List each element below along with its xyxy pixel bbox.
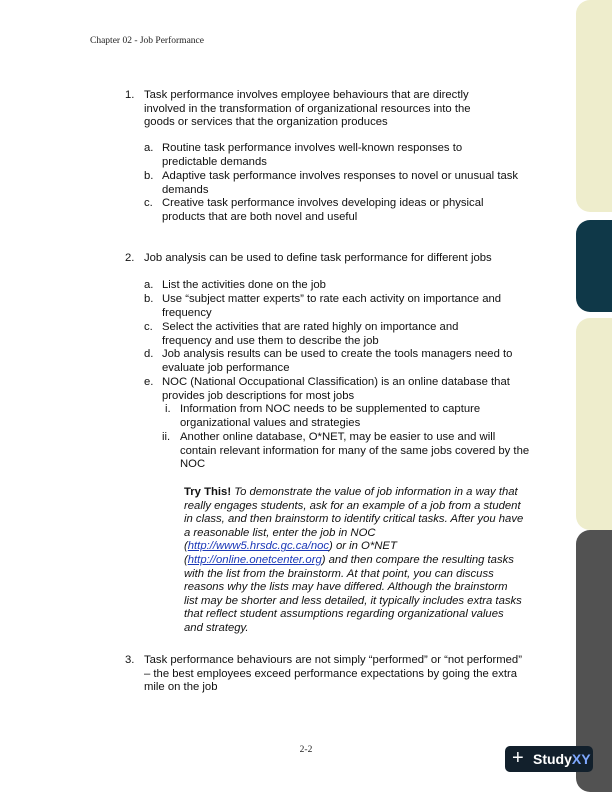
list-item-3: Task performance behaviours are not simply “performed” or “not performed” – the best employees exceed performance expectations by going the extra mile on the job — [144, 654, 522, 694]
list-marker: d. — [144, 348, 154, 360]
list-item-2a: List the activities done on the job — [162, 279, 326, 291]
list-marker: 2. — [125, 252, 135, 264]
list-item-2eii: Another online database, O*NET, may be easier to use and will contain relevant information for many of the same jobs covered by the NOC — [180, 431, 530, 471]
list-marker: ii. — [162, 431, 171, 443]
plus-icon: + — [512, 747, 524, 769]
side-tab-2 — [576, 220, 612, 312]
tip-text: ) or in O*NET ( — [184, 540, 397, 566]
onet-link[interactable]: http://online.onetcenter.org — [187, 553, 322, 566]
list-marker: a. — [144, 142, 154, 154]
page-number: 2-2 — [299, 745, 313, 755]
list-marker: a. — [144, 279, 154, 291]
tip-text: ) and then compare the resulting tasks with the list from the brainstorm. At that point, you can discuss reasons why the lists may have differed. Although the brainstorm list may be shorter and less detailed, it typically includes extra tasks that reflect student assumptions regarding organizational values and strategy. — [184, 553, 522, 634]
list-marker: i. — [165, 403, 171, 415]
list-marker: b. — [144, 293, 154, 305]
side-tab-3 — [576, 318, 612, 530]
list-marker: e. — [144, 376, 154, 388]
list-item-2e: NOC (National Occupational Classification) is an online database that provides job descriptions for most jobs — [162, 376, 510, 402]
list-item-1: Task performance involves employee behaviours that are directly involved in the transformation of organizational resources into the goods or services that the organization produces — [144, 89, 471, 129]
list-marker: c. — [144, 321, 153, 333]
noc-link[interactable]: http://www5.hrsdc.gc.ca/noc — [187, 540, 330, 553]
list-item-2b: Use “subject matter experts” to rate each activity on importance and frequency — [162, 293, 502, 319]
list-marker: 3. — [125, 654, 135, 666]
studyxy-badge[interactable] — [505, 746, 593, 772]
list-marker: b. — [144, 170, 154, 182]
list-item-1b: Adaptive task performance involves responses to novel or unusual task demands — [162, 170, 519, 196]
list-marker: 1. — [125, 89, 135, 101]
list-item-2: Job analysis can be used to define task performance for different jobs — [144, 252, 492, 264]
list-item-2d: Job analysis results can be used to create the tools managers need to evaluate job performance — [162, 348, 513, 374]
tip-label: Try This! — [184, 486, 232, 498]
list-item-2c: Select the activities that are rated highly on importance and frequency and use them to describe the job — [162, 321, 459, 347]
tip-text: To demonstrate the value of job information in a way that really engages students, ask for an example of a job from a student in class, and then brainstorm to identify critical tasks. After you have a reasonable list, enter the job in NOC ( — [184, 486, 524, 553]
list-item-2ei: Information from NOC needs to be supplemented to capture organizational values and strategies — [180, 403, 481, 429]
try-this-tip — [184, 486, 524, 636]
list-item-1a: Routine task performance involves well-known responses to predictable demands — [162, 142, 463, 168]
page-header: Chapter 02 - Job Performance — [90, 36, 204, 46]
brand-logo: StudyXY — [533, 751, 591, 767]
list-item-1c: Creative task performance involves developing ideas or physical products that are both novel and useful — [162, 197, 484, 223]
list-marker: c. — [144, 197, 153, 209]
side-tab-1 — [576, 0, 612, 212]
